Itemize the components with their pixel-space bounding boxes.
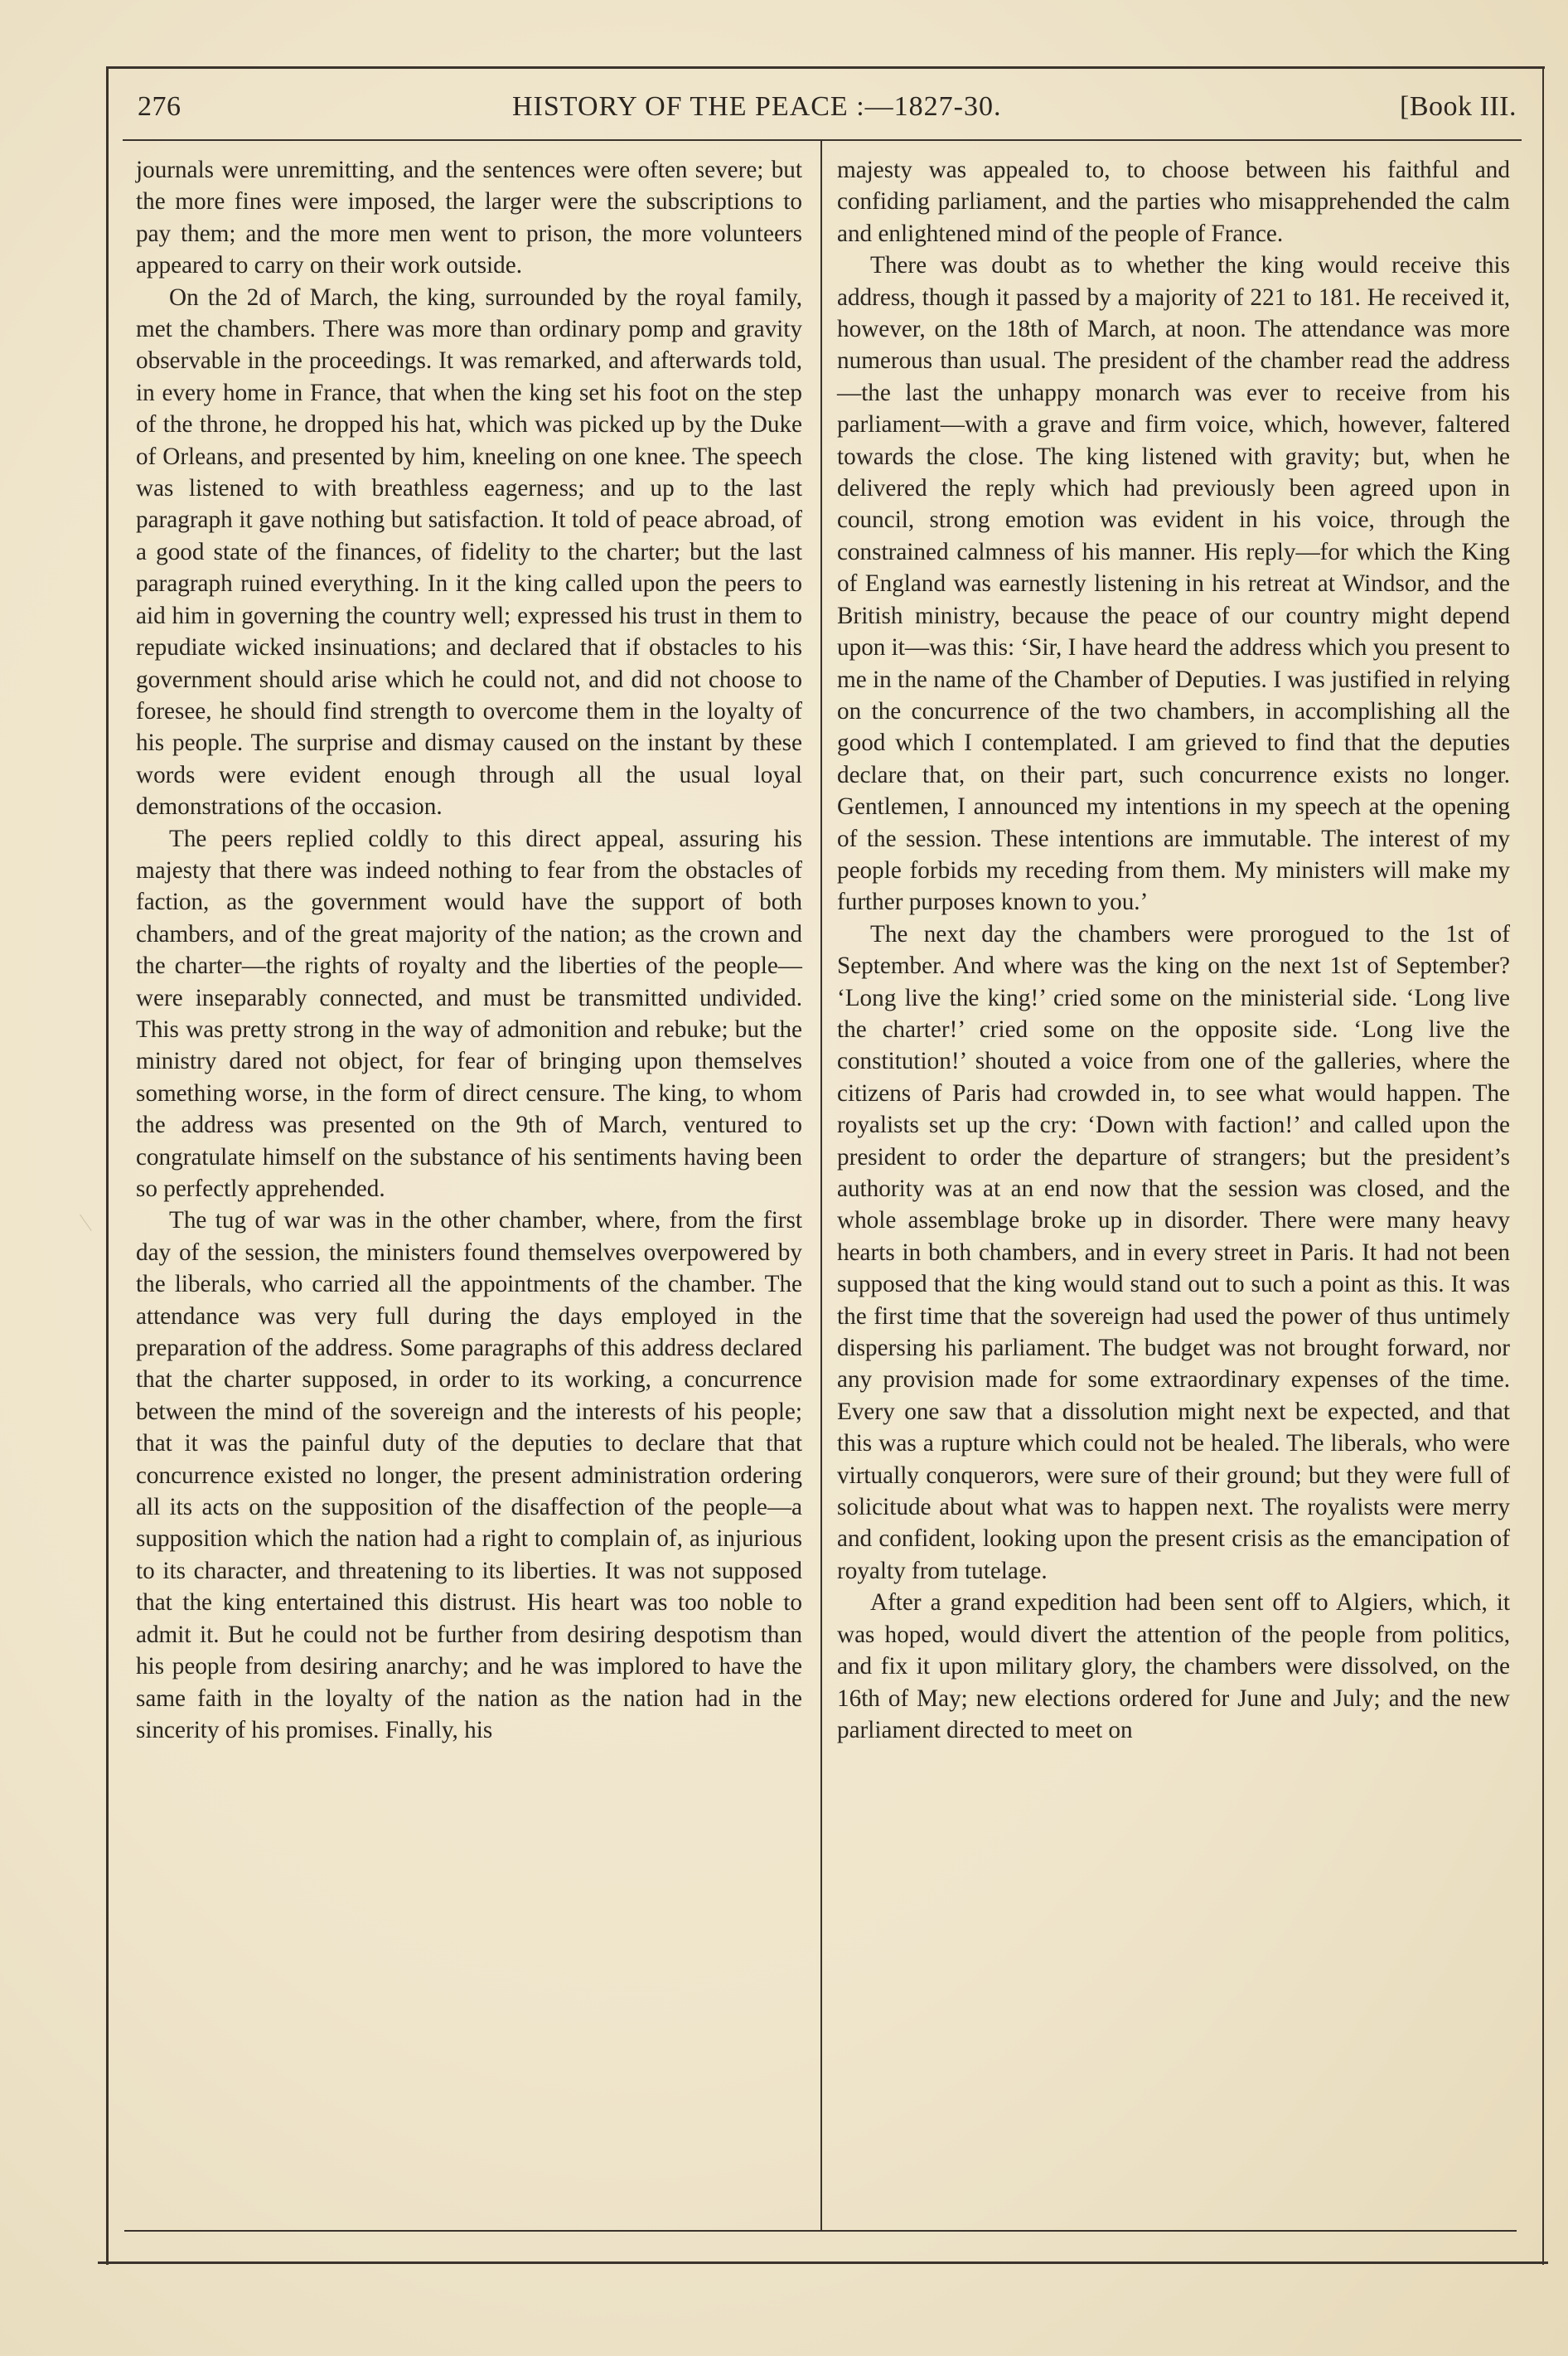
paragraph: The next day the chambers were prorogued to the 1st of September. And where was the king on the next 1st of September? ‘Long live the king!’ cried some on the ministerial side. ‘Long live the charter!’ cried some on the opposite side. ‘Long live the constitution!’ shouted a voice from one of the galleries, where the citizens of Paris had crowded in, to see what would happen. The royalists set up the cry: ‘Down with faction!’ and called upon the president to order the departure of strangers; but the president’s authority was at an end now that the session was closed, and the whole assemblage broke up in disorder. There were many heavy hearts in both chambers, and in every street in Paris. It had not been supposed that the king would stand out to such a point as this. It was the first time that the sovereign had used the power of thus untimely dispersing his parliament. The budget was not brought forward, nor any provision made for some extraordinary expenses of the time. Every one saw that a dissolution might next be expected, and that this was a rupture which could not be healed. The liberals, who were virtually conquerors, were sure of their ground; but they were full of solicitude about what was to happen next. The royalists were merry and confident, looking upon the present crisis as the emancipation of royalty from tutelage.	[837, 920, 1510, 1584]
frame-right-rule	[1542, 66, 1544, 2265]
paper-mark	[80, 1210, 99, 1231]
paragraph: The tug of war was in the other chamber, where, from the first day of the session, the ministers found themselves overpowered by the liberals, who carried all the appointments of the chamber. The attendance was very full during the days employed in the preparation of the address. Some paragraphs of this address declared that the charter supposed, in order to its working, a concurrence between the mind of the sovereign and the interests of his people; that it was the painful duty of the deputies to declare that that concurrence existed no longer, the present administration ordering all its acts on the supposition of the disaffection of the people—a supposition which the nation had a right to complain of, as injurious to its character, and threatening to its liberties. It was not supposed that the king entertained this distrust. His heart was too noble to admit it. But he could not be further from desiring despotism than his people from desiring anarchy; and he was implored to have the same faith in the loyalty of the nation as the nation had in the sincerity of his promises. Finally, his	[136, 1207, 802, 1743]
header-rule	[123, 139, 1522, 141]
paragraph: On the 2d of March, the king, surrounded by the royal family, met the chambers. There was more than ordinary pomp and gravity observable in the proceedings. It was remarked, and afterwards told, in every home in France, that when the king set his foot on the step of the throne, he dropped his hat, which was picked up by the Duke of Orleans, and presented by him, kneeling on one knee. The speech was listened to with breathless eagerness; and up to the last paragraph it gave nothing but satisfaction. It told of peace abroad, of a good state of the finances, of fidelity to the charter; but the last paragraph ruined everything. In it the king called upon the peers to aid him in governing the country well; expressed his trust in them to repudiate wicked insinuations; and declared that if obstacles to his government should arise which he could not, and did not choose to foresee, he should find strength to overcome them in the loyalty of his people. The surprise and dismay caused on the instant by these words were evident enough through all the usual loyal demonstrations of the occasion.	[136, 284, 802, 821]
paragraph: There was doubt as to whether the king would receive this address, though it passed by a majority of 221 to 181. He received it, however, on the 18th of March, at noon. The attendance was more numerous than usual. The president of the chamber read the address—the last the unhappy monarch was ever to receive from his parliament—with a grave and firm voice, which, however, faltered towards the close. The king listened with gravity; but, when he delivered the reply which had previously been agreed upon in council, strong emotion was evident in his voice, through the constrained calmness of his manner. His reply—for which the King of England was earnestly listening in his retreat at Windsor, and the British ministry, because the peace of our country might depend upon it—was this: ‘Sir, I have heard the address which you present to me in the name of the Chamber of Deputies. I was justified in relying on the concurrence of the two chambers, in accomplishing all the good which I contemplated. I am grieved to find that the deputies declare that, on their part, such concurrence exists no longer. Gentlemen, I announced my intentions in my speech at the opening of the session. These intentions are immutable. The interest of my people forbids my receding from them. My ministers will make my further purposes known to you.’	[837, 252, 1510, 916]
frame-top-rule	[106, 66, 1545, 69]
left-column	[136, 154, 802, 1746]
frame-bottom-rule	[98, 2261, 1548, 2264]
book-label: [Book III.	[1400, 91, 1517, 122]
frame-left-rule	[106, 66, 109, 2265]
paragraph: majesty was appealed to, to choose between his faithful and confiding parliament, and the parties who misapprehended the calm and enlightened mind of the people of France.	[837, 157, 1510, 247]
page-number: 276	[138, 91, 181, 122]
paragraph: journals were unremitting, and the sentences were often severe; but the more fines were imposed, the larger were the subscriptions to pay them; and the more men went to prison, the more volunteers appeared to carry on their work outside.	[136, 157, 802, 279]
column-divider	[820, 141, 822, 2230]
right-column	[837, 154, 1510, 1746]
page-title: HISTORY OF THE PEACE :—1827-30.	[512, 91, 1002, 122]
paragraph: After a grand expedition had been sent off to Algiers, which, it was hoped, would divert the attention of the people from politics, and fix it upon military glory, the chambers were dissolved, on the 16th of May; new elections ordered for June and July; and the new parliament directed to meet on	[837, 1589, 1510, 1743]
bottom-rule	[124, 2230, 1517, 2232]
running-head	[133, 91, 1517, 131]
paragraph: The peers replied coldly to this direct appeal, assuring his majesty that there was indeed nothing to fear from the obstacles of faction, as the government would have the support of both chambers, and of the great majority of the nation; as the crown and the charter—the rights of royalty and the liberties of the people—were inseparably connected, and must be transmitted undivided. This was pretty strong in the way of admonition and rebuke; but the ministry dared not object, for fear of bringing upon themselves something worse, in the form of direct censure. The king, to whom the address was presented on the 9th of March, ventured to congratulate himself on the substance of his sentiments having been so perfectly apprehended.	[136, 825, 802, 1202]
